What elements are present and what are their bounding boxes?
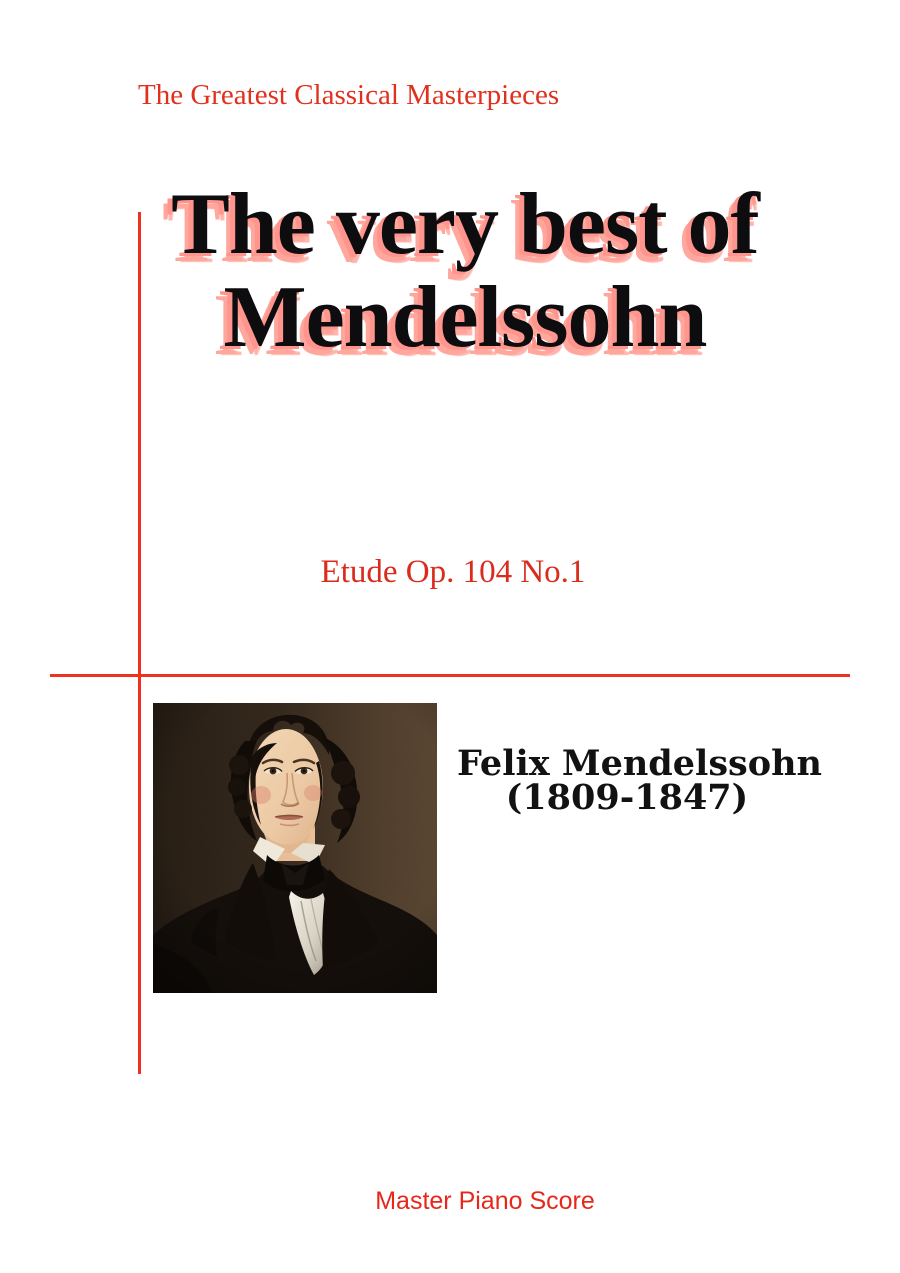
publisher-label: Master Piano Score xyxy=(375,1187,595,1215)
series-label: The Greatest Classical Masterpieces xyxy=(138,79,560,111)
main-title xyxy=(30,178,900,364)
composer-portrait-image xyxy=(153,703,437,993)
main-title-line-2: Mendelssohn xyxy=(223,269,707,366)
composer-years: (1809-1847) xyxy=(505,777,749,818)
composer-block xyxy=(457,743,822,818)
composer-portrait xyxy=(153,703,437,993)
piece-title: Etude Op. 104 No.1 xyxy=(320,554,586,590)
horizontal-divider-rule xyxy=(50,674,850,677)
vertical-margin-rule xyxy=(138,212,141,1074)
composer-name: Felix Mendelssohn xyxy=(457,743,822,784)
main-title-line-1: The very best of xyxy=(171,176,759,273)
